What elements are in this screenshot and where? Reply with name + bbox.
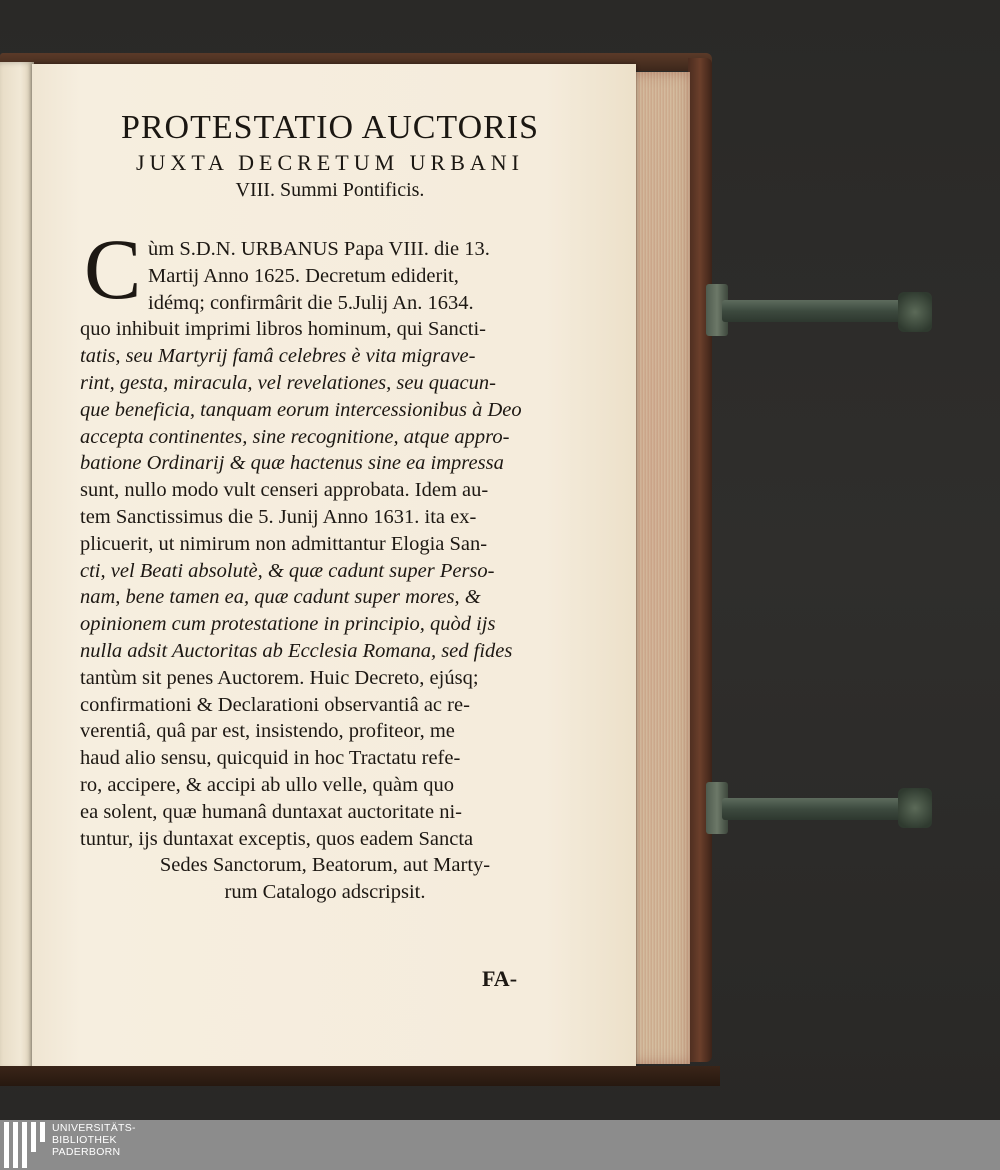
text-line: rint, gesta, miracula, vel revelationes, seu quacun- — [80, 371, 496, 394]
text-line: ro, accipere, & accipi ab ullo velle, quàm quo — [80, 773, 454, 796]
page-fore-edge — [628, 72, 690, 1064]
text-line: rum Catalogo adscripsit. — [224, 881, 426, 904]
text-line: batione Ordinarij & quæ hactenus sine ea impressa — [80, 452, 504, 475]
text-line: tem Sanctissimus die 5. Junij Anno 1631. ita ex- — [80, 505, 477, 528]
upper-clasp-end — [898, 292, 932, 332]
text-line: ea solent, quæ humanâ duntaxat auctoritate ni- — [80, 800, 462, 823]
page-heading — [80, 110, 580, 202]
text-line: confirmationi & Declarationi observantiâ ac re- — [80, 693, 470, 716]
text-line: Martij Anno 1625. Decretum ediderit, — [148, 264, 459, 287]
library-name-line3: PADERBORN — [52, 1146, 121, 1158]
text-line: haud alio sensu, quicquid in hoc Tractatu refe- — [80, 747, 461, 770]
page-title: PROTESTATIO AUCTORIS — [120, 109, 540, 146]
text-line: ùm S.D.N. URBANUS Papa VIII. die 13. — [148, 238, 490, 260]
left-page-sliver — [0, 62, 34, 1070]
page-subtitle-2: VIII. Summi Pontificis. — [235, 179, 425, 201]
text-line: cti, vel Beati absolutè, & quæ cadunt super Perso- — [80, 559, 495, 582]
library-footer-bar — [0, 1120, 1000, 1170]
text-line: quo inhibuit imprimi libros hominum, qui Sancti- — [80, 318, 487, 341]
text-line: tuntur, ijs duntaxat exceptis, quos eadem Sancta — [80, 827, 474, 850]
book-cover-bottom — [0, 1066, 720, 1086]
drop-cap: C — [84, 221, 142, 317]
text-line: opinionem cum protestatione in principio, quòd ijs — [80, 613, 496, 636]
lower-clasp-end — [898, 788, 932, 828]
library-name-line1: UNIVERSITÄTS- — [52, 1122, 136, 1134]
text-line: plicuerit, ut nimirum non admittantur Elogia San- — [80, 532, 488, 555]
text-line: accepta continentes, sine recognitione, atque appro- — [80, 425, 510, 448]
upper-clasp-bar — [722, 300, 912, 322]
text-line: tatis, seu Martyrij famâ celebres è vita migrave- — [80, 345, 476, 368]
text-line: sunt, nullo modo vult censeri approbata. Idem au- — [80, 479, 489, 502]
text-line: nam, bene tamen ea, quæ cadunt super mores, & — [80, 586, 481, 609]
page-subtitle: JUXTA DECRETUM URBANI — [135, 150, 525, 175]
library-name — [52, 1122, 136, 1158]
body-text — [80, 236, 570, 906]
text-line: nulla adsit Auctoritas ab Ecclesia Romana, sed fides — [80, 639, 513, 662]
text-line: verentiâ, quâ par est, insistendo, profiteor, me — [80, 720, 455, 743]
book-cover-spine-edge — [688, 58, 712, 1062]
catchword: FA- — [482, 966, 518, 991]
library-logo-icon — [0, 1120, 50, 1170]
text-line: tantùm sit penes Auctorem. Huic Decreto, ejúsq; — [80, 666, 479, 689]
lower-clasp-bar — [722, 798, 912, 820]
text-line: idémq; confirmârit die 5.Julij An. 1634. — [148, 291, 474, 314]
text-line: que beneficia, tanquam eorum intercessionibus à Deo — [80, 398, 522, 421]
library-name-line2: BIBLIOTHEK — [52, 1134, 117, 1146]
text-line: Sedes Sanctorum, Beatorum, aut Marty- — [159, 854, 491, 877]
